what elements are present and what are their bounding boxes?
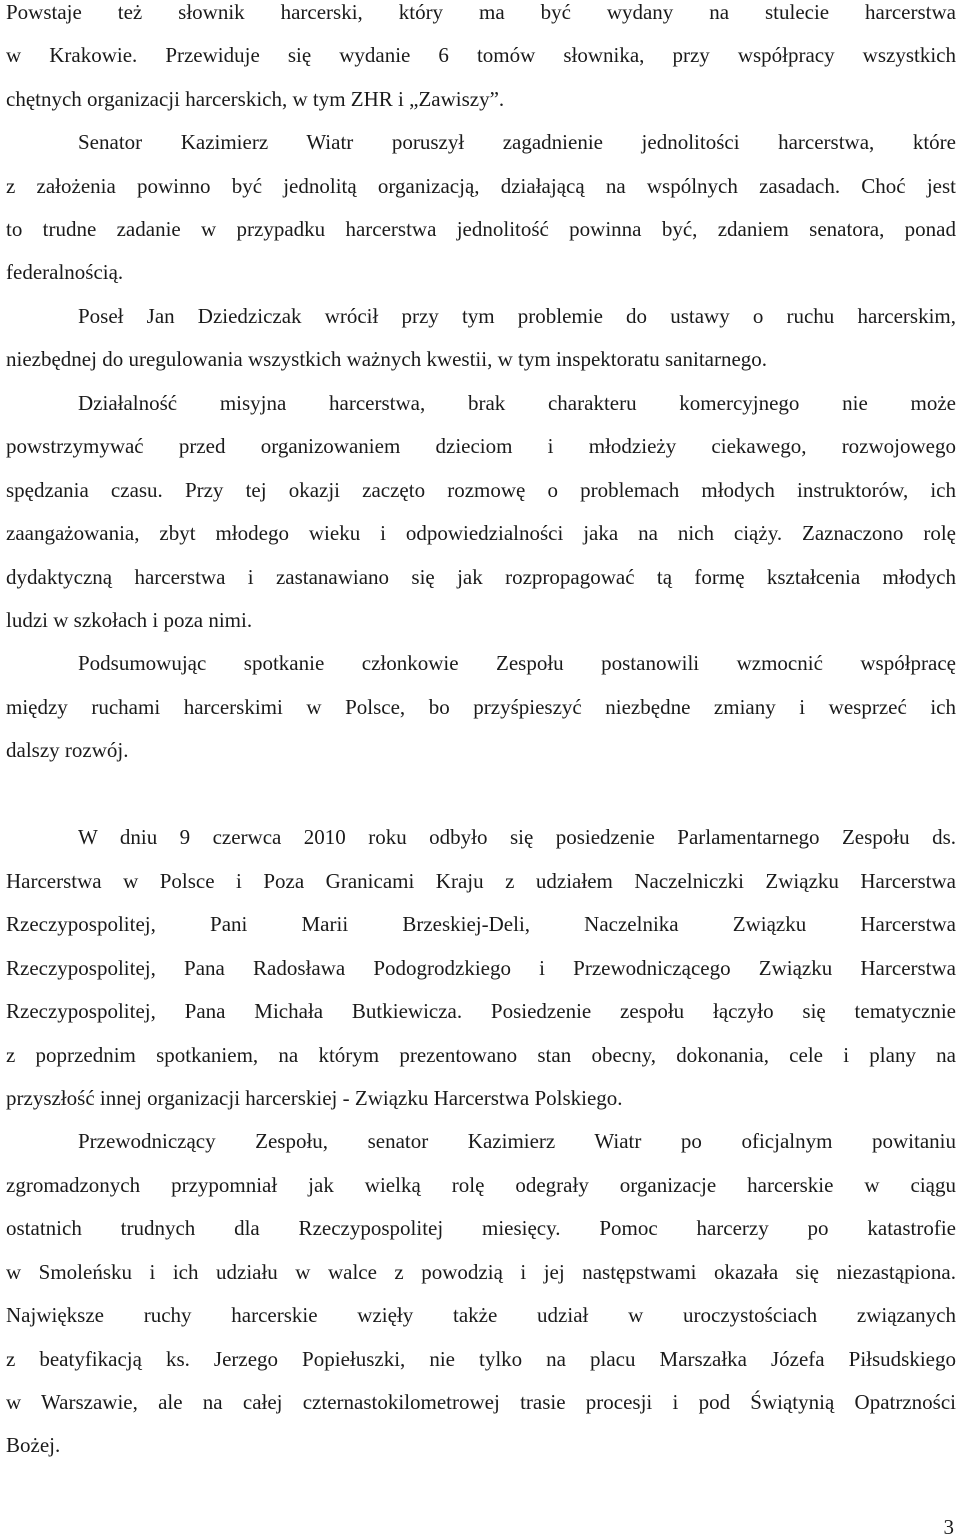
text-line: Senator Kazimierz Wiatr poruszył zagadnienie jednolitości harcerstwa, które <box>78 130 956 154</box>
text-line: w Smoleńsku i ich udziału w walce z powodzią i jej następstwami okazała się niezastąpiona. <box>6 1260 956 1284</box>
text-line: w Krakowie. Przewiduje się wydanie 6 tomów słownika, przy współpracy wszystkich <box>6 43 956 67</box>
text-line: ostatnich trudnych dla Rzeczypospolitej miesięcy. Pomoc harcerzy po katastrofie <box>6 1216 956 1240</box>
text-line: między ruchami harcerskimi w Polsce, bo przyśpieszyć niezbędne zmiany i wesprzeć ich <box>6 695 956 719</box>
text-line: W dniu 9 czerwca 2010 roku odbyło się posiedzenie Parlamentarnego Zespołu ds. <box>78 825 956 849</box>
text-line: niezbędnej do uregulowania wszystkich ważnych kwestii, w tym inspektoratu sanitarnego. <box>6 347 768 371</box>
text-line: w Warszawie, ale na całej czternastokilometrowej trasie procesji i pod Świątynią Opatrzności <box>6 1390 956 1414</box>
text-line: Powstaje też słownik harcerski, który ma być wydany na stulecie harcerstwa <box>6 0 956 24</box>
text-line: Działalność misyjna harcerstwa, brak charakteru komercyjnego nie może <box>78 391 956 415</box>
text-line: Rzeczypospolitej, Pani Marii Brzeskiej-Deli, Naczelnika Związku Harcerstwa <box>6 912 956 936</box>
text-line: Największe ruchy harcerskie wzięły także udział w uroczystościach związanych <box>6 1303 956 1327</box>
text-line: Poseł Jan Dziedziczak wrócił przy tym problemie do ustawy o ruchu harcerskim, <box>78 304 956 328</box>
text-line: Bożej. <box>6 1433 61 1457</box>
text-line: chętnych organizacji harcerskich, w tym ZHR i „Zawiszy”. <box>6 87 505 111</box>
text-line: z poprzednim spotkaniem, na którym prezentowano stan obecny, dokonania, cele i plany na <box>6 1043 956 1067</box>
text-line: zgromadzonych przypomniał jak wielką rolę odegrały organizacje harcerskie w ciągu <box>6 1173 956 1197</box>
text-line: Rzeczypospolitej, Pana Michała Butkiewicza. Posiedzenie zespołu łączyło się tematycznie <box>6 999 956 1023</box>
text-line: z założenia powinno być jednolitą organizacją, działającą na wspólnych zasadach. Choć jest <box>6 174 956 198</box>
text-line: z beatyfikacją ks. Jerzego Popiełuszki, nie tylko na placu Marszałka Józefa Piłsudskiego <box>6 1347 956 1371</box>
text-line: przyszłość innej organizacji harcerskiej - Związku Harcerstwa Polskiego. <box>6 1086 623 1110</box>
page-number: 3 <box>943 1515 954 1539</box>
text-line: to trudne zadanie w przypadku harcerstwa jednolitość powinna być, zdaniem senatora, ponad <box>6 217 956 241</box>
text-line: dydaktyczną harcerstwa i zastanawiano się jak rozpropagować tą formę kształcenia młodych <box>6 565 956 589</box>
text-line: zaangażowania, zbyt młodego wieku i odpowiedzialności jaka na nich ciąży. Zaznaczono rolę <box>6 521 956 545</box>
text-line: Rzeczypospolitej, Pana Radosława Podogrodzkiego i Przewodniczącego Związku Harcerstwa <box>6 956 956 980</box>
text-line: dalszy rozwój. <box>6 738 129 762</box>
text-line: ludzi w szkołach i poza nimi. <box>6 608 253 632</box>
text-line: powstrzymywać przed organizowaniem dzieciom i młodzieży ciekawego, rozwojowego <box>6 434 956 458</box>
text-line: federalnością. <box>6 260 124 284</box>
text-line: Harcerstwa w Polsce i Poza Granicami Kraju z udziałem Naczelniczki Związku Harcerstwa <box>6 869 956 893</box>
text-line: Przewodniczący Zespołu, senator Kazimierz Wiatr po oficjalnym powitaniu <box>78 1129 956 1153</box>
text-line: Podsumowując spotkanie członkowie Zespołu postanowili wzmocnić współpracę <box>78 651 956 675</box>
text-line: spędzania czasu. Przy tej okazji zaczęto rozmowę o problemach młodych instruktorów, ich <box>6 478 956 502</box>
